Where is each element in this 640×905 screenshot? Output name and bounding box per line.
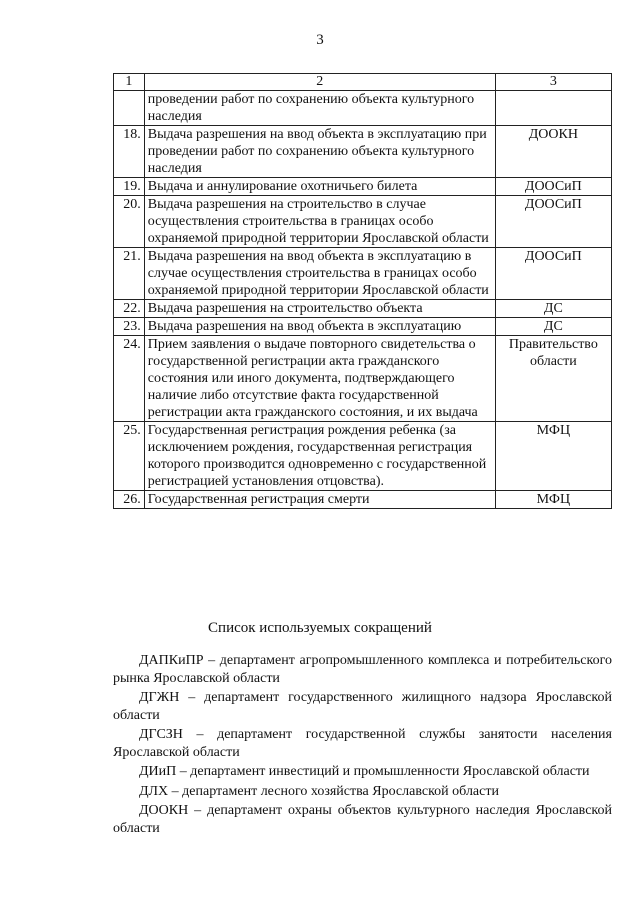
row-number: 19.: [114, 178, 145, 196]
responsible-agency: ДООКН: [495, 126, 611, 178]
service-description: Прием заявления о выдаче повторного свидетельства о государственной регистрации акта гражданского состояния или иного документа, подтверждающего наличие либо отсутствие факта государственной регистрации акта гражданского состояния, и их выдача: [144, 336, 495, 422]
service-description: Государственная регистрация рождения ребенка (за исключением рождения, государственная регистрация которого производится одновременно с государственной регистрацией установления отцовства).: [144, 422, 495, 491]
row-number: 18.: [114, 126, 145, 178]
header-col-2: 2: [144, 74, 495, 91]
responsible-agency: ДООСиП: [495, 196, 611, 248]
abbreviations-list: [113, 652, 612, 839]
responsible-agency: МФЦ: [495, 422, 611, 491]
service-description: Выдача разрешения на ввод объекта в эксплуатацию: [144, 318, 495, 336]
table-row: [114, 91, 612, 126]
responsible-agency: ДС: [495, 300, 611, 318]
table-row: [114, 318, 612, 336]
service-description: Выдача разрешения на строительство в случае осуществления строительства в границах особо охраняемой природной территории Ярославской области: [144, 196, 495, 248]
row-number: [114, 91, 145, 126]
abbreviations-title: Список используемых сокращений: [208, 620, 432, 636]
responsible-agency: ДООСиП: [495, 248, 611, 300]
row-number: 22.: [114, 300, 145, 318]
responsible-agency: МФЦ: [495, 491, 611, 509]
service-description: Выдача разрешения на строительство объекта: [144, 300, 495, 318]
page-number: 3: [316, 32, 324, 48]
abbreviation-item: ДГСЗН – департамент государственной службы занятости населения Ярославской области: [113, 727, 612, 760]
table-row: [114, 126, 612, 178]
abbreviation-item: ДЛХ – департамент лесного хозяйства Ярославской области: [139, 783, 499, 799]
row-number: 24.: [114, 336, 145, 422]
abbreviation-item: ДИиП – департамент инвестиций и промышленности Ярославской области: [139, 764, 590, 779]
table-row: [114, 248, 612, 300]
table-row: [114, 196, 612, 248]
abbreviation-item: ДООКН – департамент охраны объектов культурного наследия Ярославской области: [113, 803, 612, 836]
row-number: 26.: [114, 491, 145, 509]
services-table: [113, 73, 612, 509]
header-col-3: 3: [495, 74, 611, 91]
abbreviation-item: ДАПКиПР – департамент агропромышленного комплекса и потребительского рынка Ярославской области: [113, 653, 612, 686]
table-header-row: [114, 74, 612, 91]
service-description: Выдача и аннулирование охотничьего билета: [144, 178, 495, 196]
service-description: Государственная регистрация смерти: [144, 491, 495, 509]
responsible-agency: ДС: [495, 318, 611, 336]
service-description: проведении работ по сохранению объекта культурного наследия: [144, 91, 495, 126]
table-row: [114, 300, 612, 318]
header-col-1: 1: [114, 74, 145, 91]
row-number: 21.: [114, 248, 145, 300]
row-number: 20.: [114, 196, 145, 248]
responsible-agency: [495, 91, 611, 126]
abbreviation-item: ДГЖН – департамент государственного жилищного надзора Ярославской области: [113, 690, 612, 723]
responsible-agency: ДООСиП: [495, 178, 611, 196]
table-row: [114, 178, 612, 196]
row-number: 25.: [114, 422, 145, 491]
responsible-agency: Правительство области: [495, 336, 611, 422]
table-row: [114, 422, 612, 491]
table-row: [114, 336, 612, 422]
service-description: Выдача разрешения на ввод объекта в эксплуатацию в случае осуществления строительства в границах особо охраняемой природной территории Ярославской области: [144, 248, 495, 300]
row-number: 23.: [114, 318, 145, 336]
service-description: Выдача разрешения на ввод объекта в эксплуатацию при проведении работ по сохранению объекта культурного наследия: [144, 126, 495, 178]
table-row: [114, 491, 612, 509]
